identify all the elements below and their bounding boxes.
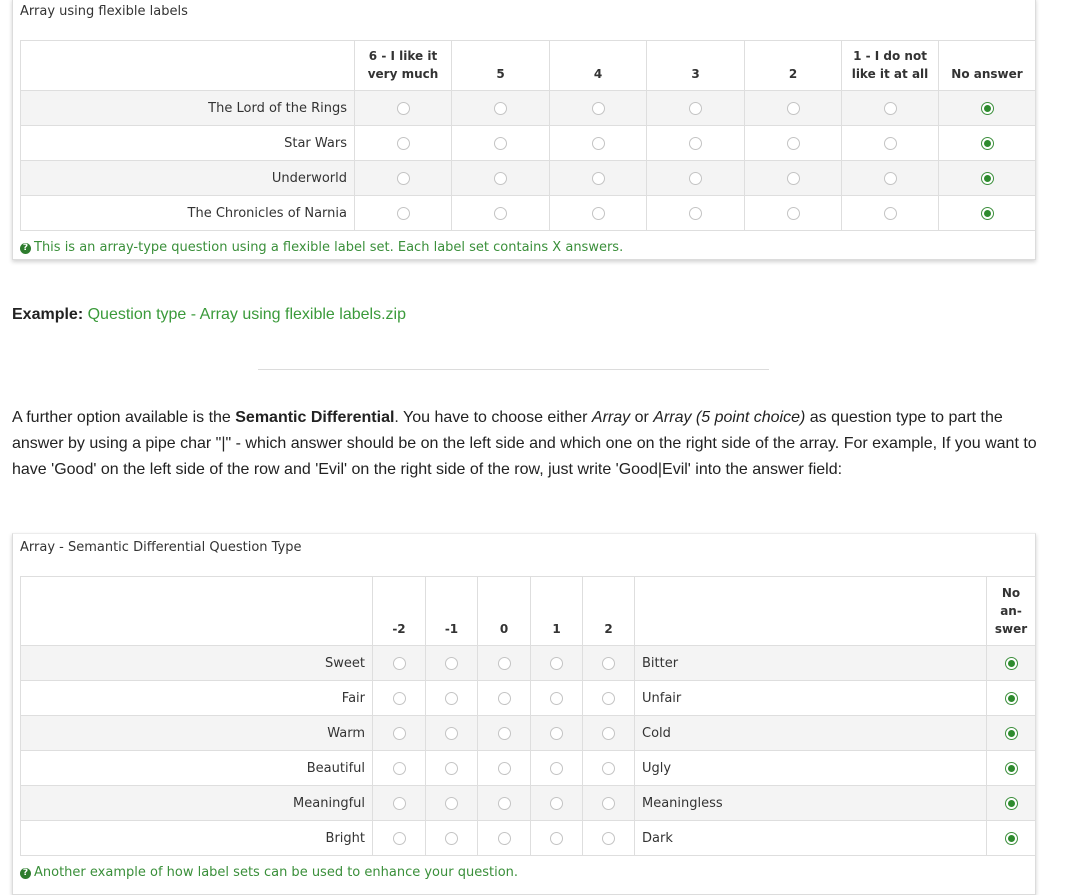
radio-button[interactable]: [689, 137, 702, 150]
radio-button[interactable]: [592, 102, 605, 115]
row-left-label: Fair: [21, 681, 373, 716]
radio-button[interactable]: [445, 832, 458, 845]
answer-cell[interactable]: [373, 681, 426, 716]
radio-button[interactable]: [397, 102, 410, 115]
row-left-label: Sweet: [21, 646, 373, 681]
answer-cell[interactable]: [426, 646, 478, 681]
radio-button[interactable]: [592, 172, 605, 185]
answer-cell[interactable]: [550, 91, 647, 126]
row-right-label: Bitter: [635, 646, 987, 681]
radio-button[interactable]: [550, 657, 563, 670]
help-text: [20, 240, 623, 255]
col-header: 4: [550, 41, 647, 91]
radio-button-selected[interactable]: [1005, 727, 1018, 740]
radio-button[interactable]: [498, 832, 511, 845]
radio-button[interactable]: [592, 207, 605, 220]
radio-button[interactable]: [787, 102, 800, 115]
answer-cell[interactable]: [842, 161, 939, 196]
answer-cell[interactable]: [531, 681, 583, 716]
answer-cell[interactable]: [531, 751, 583, 786]
answer-cell[interactable]: [583, 786, 635, 821]
answer-cell[interactable]: [745, 161, 842, 196]
answer-cell[interactable]: [531, 646, 583, 681]
answer-cell[interactable]: [647, 126, 745, 161]
description-paragraph: [12, 405, 1042, 483]
row-label: The Lord of the Rings: [21, 91, 355, 126]
answer-cell[interactable]: [373, 821, 426, 856]
semantic-differential-card: [12, 533, 1036, 895]
row-left-label: Meaningful: [21, 786, 373, 821]
answer-cell[interactable]: [939, 196, 1036, 231]
col-header: 1: [531, 577, 583, 646]
flexible-labels-card: [12, 0, 1036, 260]
answer-cell[interactable]: [478, 716, 531, 751]
answer-cell[interactable]: [647, 196, 745, 231]
answer-cell[interactable]: [426, 751, 478, 786]
table-row: [21, 646, 1036, 681]
horizontal-divider: [258, 369, 769, 370]
col-header: 0: [478, 577, 531, 646]
row-left-label: Bright: [21, 821, 373, 856]
no-answer-cell[interactable]: [987, 681, 1036, 716]
radio-button-selected[interactable]: [1005, 762, 1018, 775]
col-header: No answer: [939, 41, 1036, 91]
right-label-header: [635, 577, 987, 646]
radio-button[interactable]: [787, 137, 800, 150]
row-label: The Chronicles of Narnia: [21, 196, 355, 231]
answer-cell[interactable]: [939, 126, 1036, 161]
no-answer-cell[interactable]: [987, 716, 1036, 751]
radio-button[interactable]: [550, 692, 563, 705]
radio-button[interactable]: [498, 727, 511, 740]
radio-button[interactable]: [602, 657, 615, 670]
answer-cell[interactable]: [355, 196, 452, 231]
radio-button[interactable]: [787, 207, 800, 220]
radio-button[interactable]: [445, 727, 458, 740]
no-answer-cell[interactable]: [987, 646, 1036, 681]
radio-button[interactable]: [550, 762, 563, 775]
example-line: [12, 306, 406, 324]
answer-cell[interactable]: [531, 821, 583, 856]
answer-cell[interactable]: [745, 126, 842, 161]
col-header: -2: [373, 577, 426, 646]
radio-button-selected[interactable]: [1005, 797, 1018, 810]
answer-cell[interactable]: [583, 681, 635, 716]
radio-button[interactable]: [884, 207, 897, 220]
example-download-link[interactable]: Question type - Array using flexible labels.zip: [87, 306, 406, 323]
answer-cell[interactable]: [745, 196, 842, 231]
answer-cell[interactable]: [452, 91, 550, 126]
answer-cell[interactable]: [478, 646, 531, 681]
radio-button[interactable]: [393, 832, 406, 845]
col-header-no-answer: No an- swer: [987, 577, 1036, 646]
row-label: Underworld: [21, 161, 355, 196]
radio-button[interactable]: [602, 692, 615, 705]
radio-button[interactable]: [602, 762, 615, 775]
answer-cell[interactable]: [583, 646, 635, 681]
col-header: 6 - I like it very much: [355, 41, 452, 91]
answer-cell[interactable]: [842, 196, 939, 231]
row-right-label: Unfair: [635, 681, 987, 716]
answer-cell[interactable]: [647, 91, 745, 126]
corner-cell: [21, 41, 355, 91]
table-row: [21, 196, 1036, 231]
corner-cell: [21, 577, 373, 646]
row-right-label: Meaningless: [635, 786, 987, 821]
answer-cell[interactable]: [745, 91, 842, 126]
radio-button[interactable]: [445, 692, 458, 705]
radio-button[interactable]: [602, 797, 615, 810]
flexible-array-table: [20, 40, 1036, 231]
radio-button[interactable]: [498, 762, 511, 775]
answer-cell[interactable]: [355, 91, 452, 126]
radio-button[interactable]: [393, 692, 406, 705]
para-text: as question type to part the answer by using a pipe char "|" - which answer should be on the left side and which one on the right side of the array. For example, If you want to have 'Good' on the left side of the row and 'Evil' on the right side of the row, just write 'Good|Evil' into the answer field:: [12, 409, 1037, 478]
radio-button[interactable]: [498, 657, 511, 670]
answer-cell[interactable]: [355, 126, 452, 161]
radio-button[interactable]: [397, 172, 410, 185]
radio-button[interactable]: [689, 207, 702, 220]
answer-cell[interactable]: [939, 161, 1036, 196]
answer-cell[interactable]: [452, 196, 550, 231]
answer-cell[interactable]: [583, 821, 635, 856]
radio-button-selected[interactable]: [981, 207, 994, 220]
radio-button-selected[interactable]: [981, 137, 994, 150]
radio-button[interactable]: [393, 657, 406, 670]
radio-button[interactable]: [602, 727, 615, 740]
table-row: [21, 821, 1036, 856]
example-label: Example:: [12, 306, 84, 323]
radio-button[interactable]: [550, 797, 563, 810]
radio-button[interactable]: [498, 692, 511, 705]
radio-button[interactable]: [397, 207, 410, 220]
question-circle-icon: ?: [20, 243, 31, 254]
radio-button[interactable]: [689, 172, 702, 185]
radio-button[interactable]: [689, 102, 702, 115]
answer-cell[interactable]: [939, 91, 1036, 126]
answer-cell[interactable]: [373, 716, 426, 751]
radio-button[interactable]: [445, 657, 458, 670]
answer-cell[interactable]: [426, 821, 478, 856]
radio-button[interactable]: [494, 137, 507, 150]
radio-button[interactable]: [494, 102, 507, 115]
row-label: Star Wars: [21, 126, 355, 161]
col-header: 3: [647, 41, 745, 91]
radio-button-selected[interactable]: [1005, 657, 1018, 670]
radio-button[interactable]: [602, 832, 615, 845]
answer-cell[interactable]: [647, 161, 745, 196]
help-text: [20, 865, 518, 880]
radio-button[interactable]: [393, 727, 406, 740]
answer-cell[interactable]: [583, 751, 635, 786]
answer-cell[interactable]: [426, 681, 478, 716]
answer-cell[interactable]: [550, 126, 647, 161]
no-answer-cell[interactable]: [987, 821, 1036, 856]
radio-button[interactable]: [884, 172, 897, 185]
answer-cell[interactable]: [531, 716, 583, 751]
para-italic: Array (5 point choice): [653, 409, 806, 426]
radio-button[interactable]: [445, 762, 458, 775]
answer-cell[interactable]: [373, 646, 426, 681]
radio-button-selected[interactable]: [1005, 832, 1018, 845]
row-left-label: Beautiful: [21, 751, 373, 786]
radio-button[interactable]: [494, 172, 507, 185]
answer-cell[interactable]: [478, 751, 531, 786]
question-title: Array using flexible labels: [20, 4, 188, 19]
answer-cell[interactable]: [373, 751, 426, 786]
answer-cell[interactable]: [478, 821, 531, 856]
answer-cell[interactable]: [452, 126, 550, 161]
answer-cell[interactable]: [550, 161, 647, 196]
col-header: 2: [583, 577, 635, 646]
answer-cell[interactable]: [452, 161, 550, 196]
radio-button-selected[interactable]: [981, 102, 994, 115]
answer-cell[interactable]: [531, 786, 583, 821]
col-header: 5: [452, 41, 550, 91]
radio-button[interactable]: [884, 137, 897, 150]
row-right-label: Ugly: [635, 751, 987, 786]
answer-cell[interactable]: [583, 716, 635, 751]
answer-cell[interactable]: [478, 681, 531, 716]
radio-button-selected[interactable]: [1005, 692, 1018, 705]
radio-button[interactable]: [498, 797, 511, 810]
radio-button[interactable]: [445, 797, 458, 810]
answer-cell[interactable]: [426, 786, 478, 821]
radio-button[interactable]: [884, 102, 897, 115]
row-left-label: Warm: [21, 716, 373, 751]
answer-cell[interactable]: [426, 716, 478, 751]
answer-cell[interactable]: [355, 161, 452, 196]
table-row: [21, 751, 1036, 786]
help-text-label: This is an array-type question using a flexible label set. Each label set contains X answers.: [34, 240, 624, 255]
answer-cell[interactable]: [842, 91, 939, 126]
col-header: -1: [426, 577, 478, 646]
row-right-label: Dark: [635, 821, 987, 856]
table-row: [21, 681, 1036, 716]
semantic-array-table: [20, 576, 1036, 856]
col-header: 1 - I do not like it at all: [842, 41, 939, 91]
table-row: [21, 786, 1036, 821]
col-header: 2: [745, 41, 842, 91]
radio-button[interactable]: [393, 762, 406, 775]
radio-button[interactable]: [787, 172, 800, 185]
answer-cell[interactable]: [550, 196, 647, 231]
question-title: Array - Semantic Differential Question Type: [20, 540, 302, 555]
radio-button[interactable]: [592, 137, 605, 150]
no-answer-cell[interactable]: [987, 786, 1036, 821]
para-text: or: [630, 409, 654, 426]
radio-button[interactable]: [550, 727, 563, 740]
answer-cell[interactable]: [478, 786, 531, 821]
radio-button[interactable]: [494, 207, 507, 220]
table-row: [21, 126, 1036, 161]
para-text: . You have to choose either: [394, 409, 592, 426]
para-text: A further option available is the: [12, 409, 236, 426]
radio-button[interactable]: [397, 137, 410, 150]
question-circle-icon: ?: [20, 868, 31, 879]
radio-button[interactable]: [550, 832, 563, 845]
table-row: [21, 716, 1036, 751]
para-bold: Semantic Differential: [235, 409, 395, 426]
table-row: [21, 91, 1036, 126]
row-right-label: Cold: [635, 716, 987, 751]
radio-button-selected[interactable]: [981, 172, 994, 185]
answer-cell[interactable]: [373, 786, 426, 821]
answer-cell[interactable]: [842, 126, 939, 161]
para-italic: Array: [591, 409, 631, 426]
table-row: [21, 161, 1036, 196]
no-answer-cell[interactable]: [987, 751, 1036, 786]
radio-button[interactable]: [393, 797, 406, 810]
help-text-label: Another example of how label sets can be used to enhance your question.: [34, 865, 519, 880]
